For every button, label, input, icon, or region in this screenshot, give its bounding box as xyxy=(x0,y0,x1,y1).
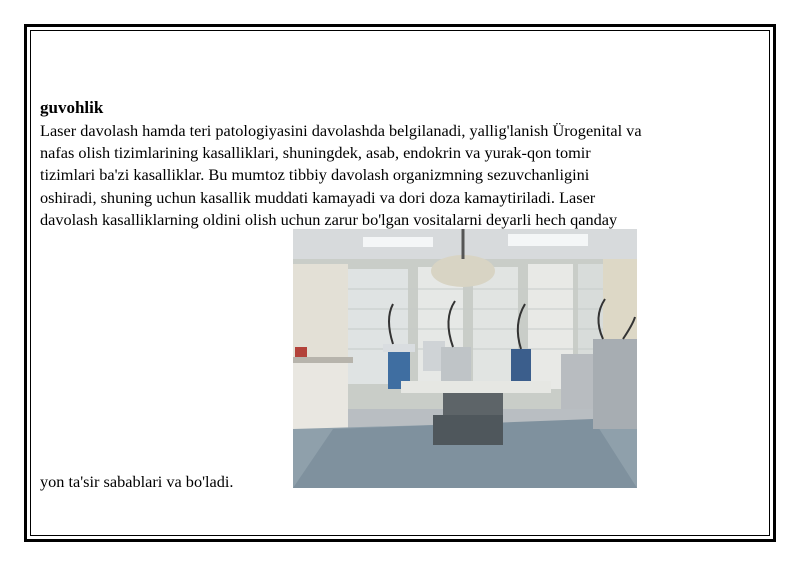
paragraph-line: oshiradi, shuning uchun kasallik muddati kamayadi va dori doza kamaytiriladi. Laser xyxy=(40,187,596,207)
paragraph-line: davolash kasalliklarning oldini olish uchun zarur bo'lgan vositalarni deyarli hech qanday xyxy=(40,209,618,229)
paragraph-tail-line: yon ta'sir sabablari va bo'ladi. xyxy=(40,472,234,491)
paragraph-line: Laser davolash hamda teri patologiyasini davolashda belgilanadi, yallig'lanish Ürogenital va xyxy=(40,121,642,140)
paragraph-line: tizimlari ba'zi kasalliklar. Bu mumtoz tibbiy davolash organizmning sezuvchanligini xyxy=(40,165,590,185)
body-paragraph xyxy=(40,120,752,231)
section-heading: guvohlik xyxy=(40,98,104,117)
laser-treatment-room-photo xyxy=(293,229,637,488)
paragraph-line: nafas olish tizimlarining kasalliklari, shuningdek, asab, endokrin va yurak-qon tomir xyxy=(40,143,591,163)
